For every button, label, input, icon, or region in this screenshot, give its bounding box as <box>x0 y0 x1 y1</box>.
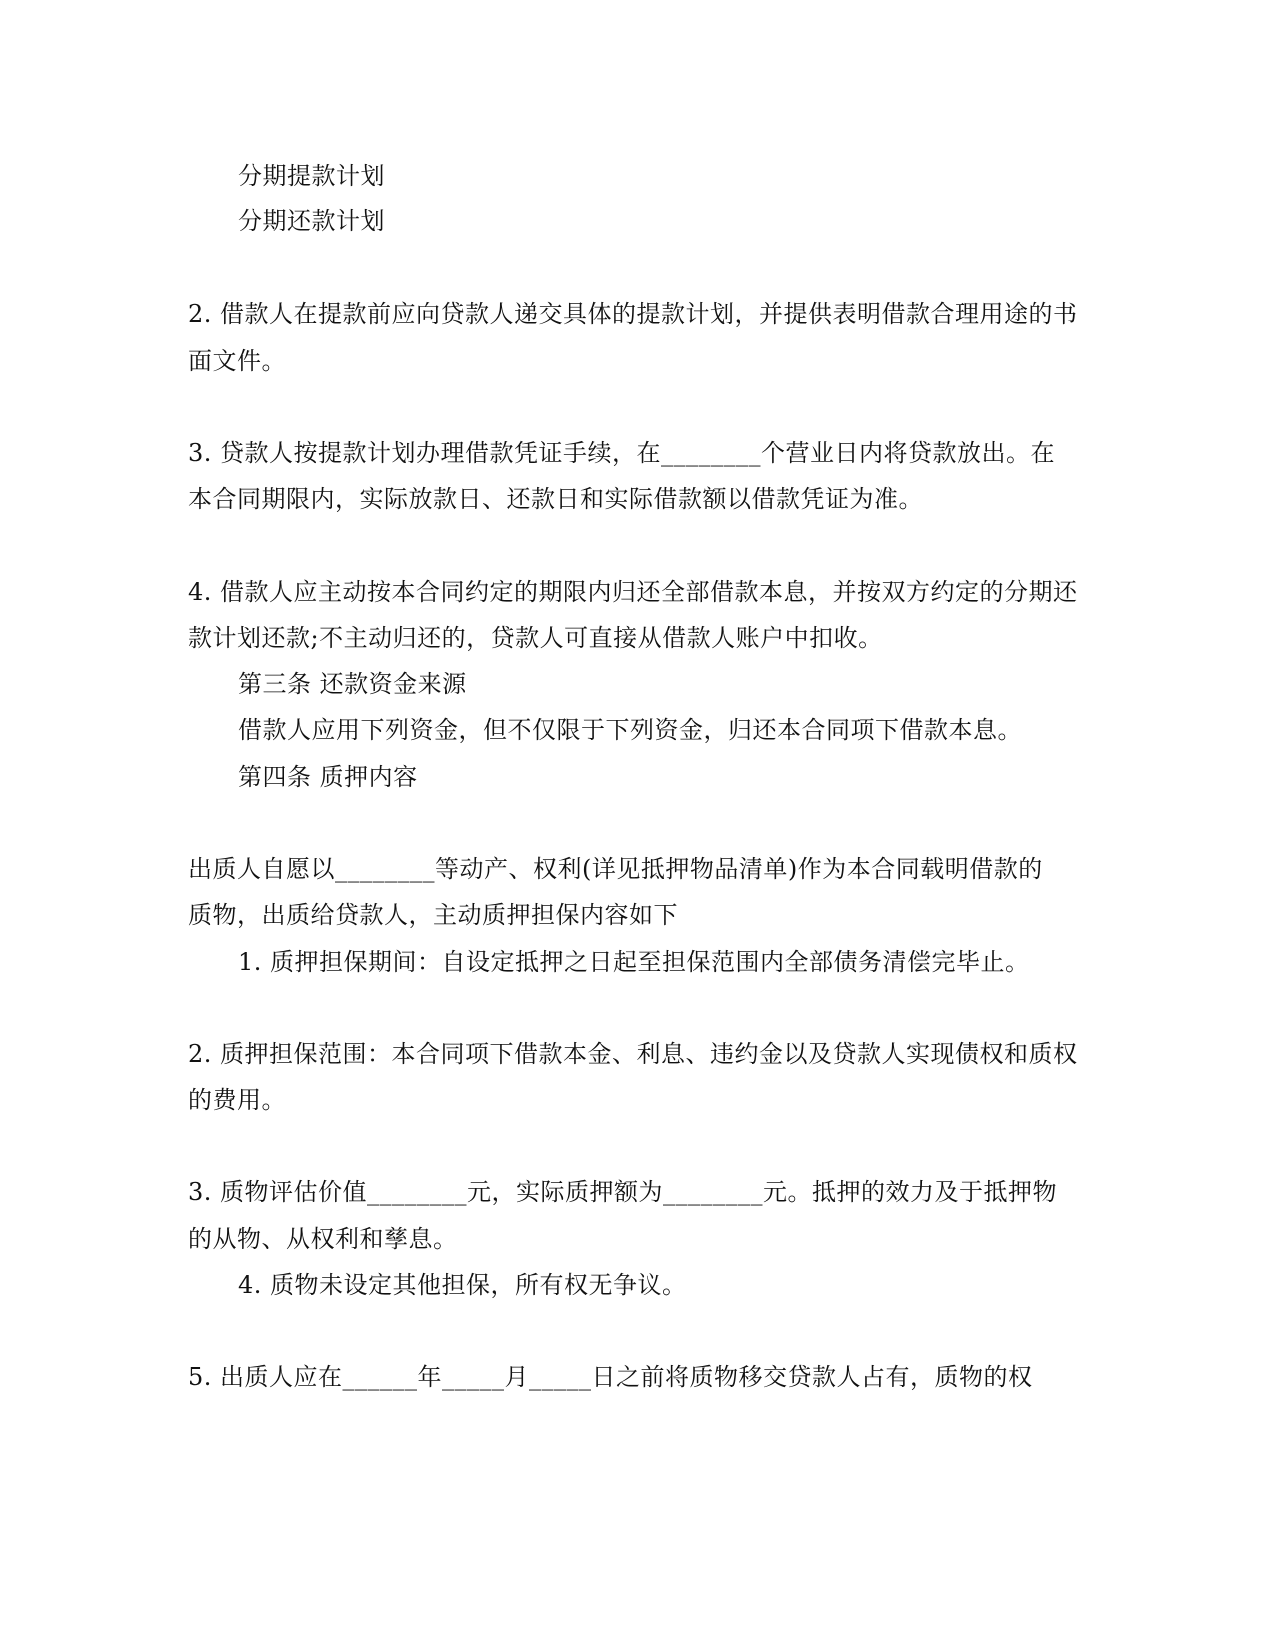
text-line-12: 出质人自愿以________等动产、权利(详见抵押物品清单)作为本合同载明借款的 <box>188 855 1043 883</box>
text-line-1: 分期提款计划 <box>238 162 385 190</box>
text-line-7: 4. 借款人应主动按本合同约定的期限内归还全部借款本息，并按双方约定的分期还 <box>188 578 1078 606</box>
text-line-19: 4. 质物未设定其他担保，所有权无争议。 <box>238 1271 687 1299</box>
text-line-15: 2. 质押担保范围：本合同项下借款本金、利息、违约金以及贷款人实现债权和质权 <box>188 1040 1078 1068</box>
text-line-17: 3. 质物评估价值________元，实际质押额为________元。抵押的效力及于抵押物 <box>188 1178 1058 1206</box>
text-line-5: 3. 贷款人按提款计划办理借款凭证手续，在________个营业日内将贷款放出。在 <box>188 439 1056 467</box>
text-line-13: 质物，出质给贷款人，主动质押担保内容如下 <box>188 901 678 929</box>
text-line-4: 面文件。 <box>188 347 286 375</box>
text-line-2: 分期还款计划 <box>238 207 385 235</box>
text-line-10: 借款人应用下列资金，但不仅限于下列资金，归还本合同项下借款本息。 <box>238 716 1022 744</box>
text-line-16: 的费用。 <box>188 1086 286 1114</box>
section-heading-3: 第三条 还款资金来源 <box>238 670 467 698</box>
text-line-20: 5. 出质人应在______年_____月_____日之前将质物移交贷款人占有，质物的权 <box>188 1363 1033 1391</box>
section-heading-4: 第四条 质押内容 <box>238 763 418 791</box>
text-line-3: 2. 借款人在提款前应向贷款人递交具体的提款计划，并提供表明借款合理用途的书 <box>188 300 1078 328</box>
text-line-6: 本合同期限内，实际放款日、还款日和实际借款额以借款凭证为准。 <box>188 485 923 513</box>
text-line-14: 1. 质押担保期间：自设定抵押之日起至担保范围内全部债务清偿完毕止。 <box>238 948 1030 976</box>
text-line-18: 的从物、从权利和孳息。 <box>188 1225 458 1253</box>
text-line-8: 款计划还款;不主动归还的，贷款人可直接从借款人账户中扣收。 <box>188 624 883 652</box>
